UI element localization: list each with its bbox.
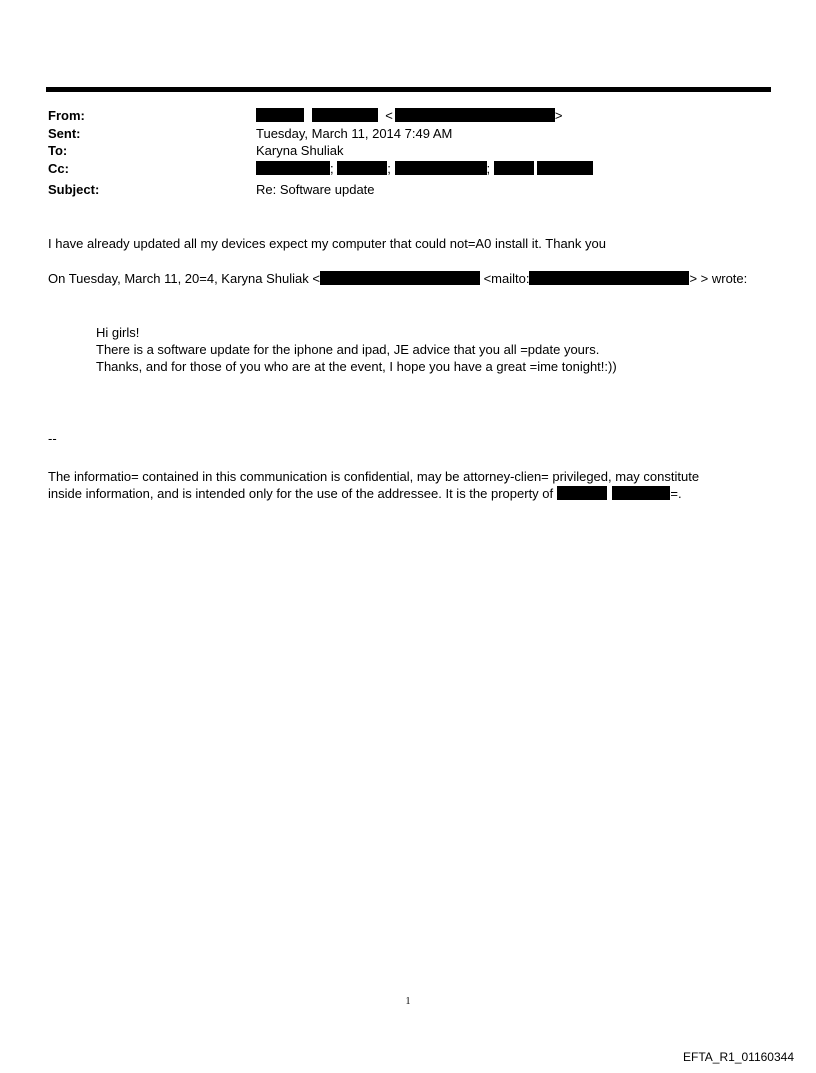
quoted-line: There is a software update for the iphone and ipad, JE advice that you all =pdate yours. [96,342,600,357]
quote-intro-part-b: <mailto: [479,271,530,286]
from-label: From: [48,108,85,123]
quote-intro-part-c: > > wrote: [689,271,748,286]
redaction-block [494,161,534,175]
from-lt-bracket: < [385,108,393,123]
quoted-line: Hi girls! [96,325,140,340]
redaction-block [529,271,689,285]
cc-value [256,160,593,177]
cc-separator: ; [486,161,491,176]
redaction-block [537,161,593,175]
document-id: EFTA_R1_01160344 [683,1050,794,1064]
disclaimer-line-2 [48,485,682,502]
to-label: To: [48,143,68,158]
disclaimer-line-1: The informatio= contained in this communication is confidential, may be attorney-clien= privileged, may constitute [48,469,700,484]
redaction-block [312,108,378,122]
quoted-line: Thanks, and for those of you who are at the event, I hope you have a great =ime tonight!:)) [96,359,617,374]
redaction-block [256,161,330,175]
disclaimer-end: =. [670,486,682,501]
redaction-block [395,108,555,122]
quote-intro-part-a: On Tuesday, March 11, 20=4, Karyna Shuliak < [48,271,320,286]
redaction-block [612,486,670,500]
sent-value: Tuesday, March 11, 2014 7:49 AM [256,126,453,141]
disclaimer-line-2-text: inside information, and is intended only for the use of the addressee. It is the property of [48,486,554,501]
subject-value: Re: Software update [256,182,375,197]
redaction-block [256,108,304,122]
to-value: Karyna Shuliak [256,143,344,158]
header-divider-rule [46,87,771,92]
redaction-block [337,161,387,175]
redaction-block [557,486,607,500]
cc-label: Cc: [48,161,69,176]
signature-separator: -- [48,431,57,446]
sent-label: Sent: [48,126,81,141]
page-number: 1 [405,996,411,1007]
cc-separator: ; [330,161,334,176]
subject-label: Subject: [48,182,100,197]
reply-line: I have already updated all my devices expect my computer that could not=A0 install it. Thank you [48,236,606,251]
quoted-message [96,324,617,375]
from-gt-bracket: > [554,108,563,123]
quote-intro-line [48,270,747,287]
redaction-block [395,161,487,175]
cc-separator: ; [387,161,391,176]
redaction-block [320,271,480,285]
from-value [256,107,562,124]
